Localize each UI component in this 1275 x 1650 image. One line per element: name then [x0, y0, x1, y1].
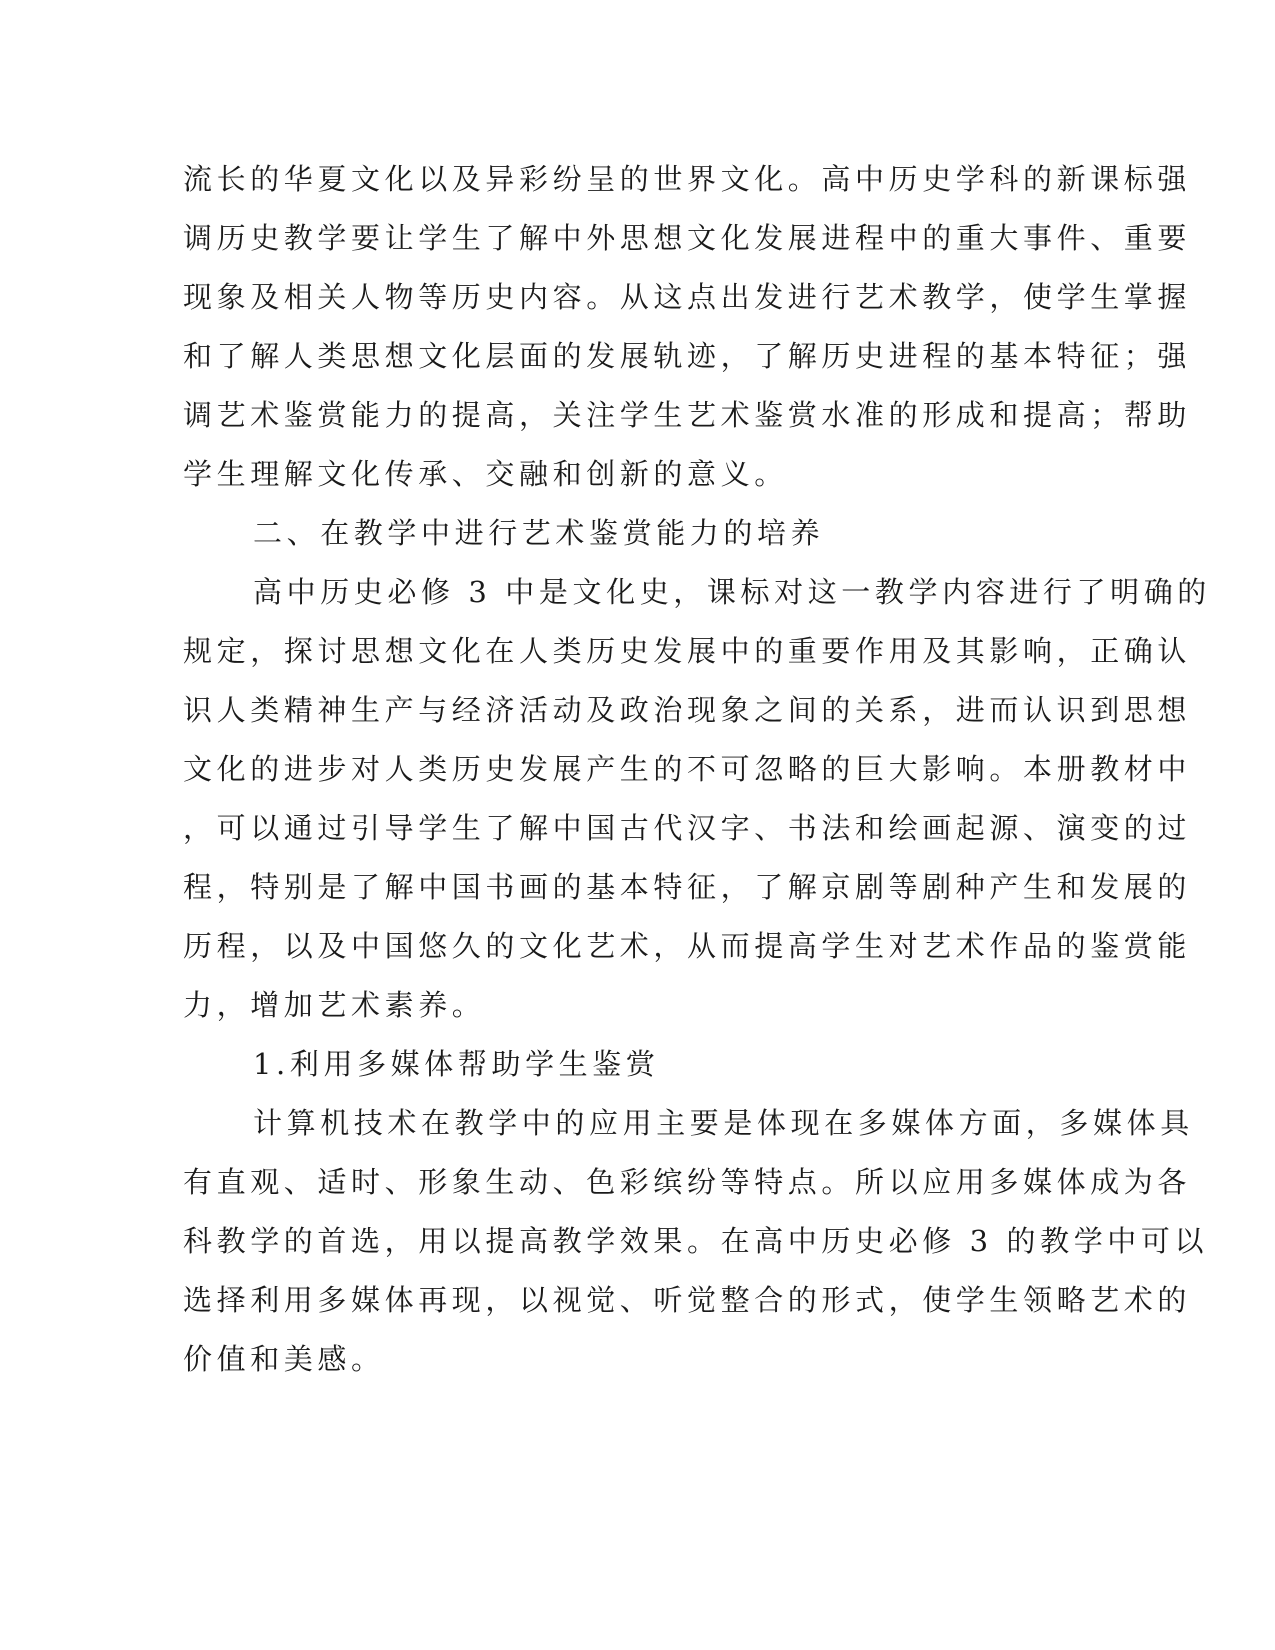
text-line: 调历史教学要让学生了解中外思想文化发展进程中的重大事件、重要	[183, 221, 1192, 255]
text-line: 科教学的首选，用以提高教学效果。在高中历史必修 3 的教学中可以	[183, 1224, 1209, 1258]
text-line: 文化的进步对人类历史发展产生的不可忽略的巨大影响。本册教材中	[183, 752, 1192, 786]
paragraph-start-line: 计算机技术在教学中的应用主要是体现在多媒体方面，多媒体具	[253, 1106, 1194, 1140]
text-line: 现象及相关人物等历史内容。从这点出发进行艺术教学，使学生掌握	[183, 280, 1192, 314]
text-line: 规定，探讨思想文化在人类历史发展中的重要作用及其影响，正确认	[183, 634, 1192, 668]
text-line: 调艺术鉴赏能力的提高，关注学生艺术鉴赏水准的形成和提高；帮助	[183, 398, 1192, 432]
text-line: 力，增加艺术素养。	[183, 988, 486, 1022]
text-line: 价值和美感。	[183, 1342, 385, 1376]
subsection-heading: 1.利用多媒体帮助学生鉴赏	[253, 1047, 660, 1081]
text-line: 学生理解文化传承、交融和创新的意义。	[183, 457, 788, 491]
text-line: ，可以通过引导学生了解中国古代汉字、书法和绘画起源、演变的过	[183, 811, 1192, 845]
text-line: 识人类精神生产与经济活动及政治现象之间的关系，进而认识到思想	[183, 693, 1192, 727]
text-line: 程，特别是了解中国书画的基本特征，了解京剧等剧种产生和发展的	[183, 870, 1192, 904]
text-line: 选择利用多媒体再现，以视觉、听觉整合的形式，使学生领略艺术的	[183, 1283, 1192, 1317]
paragraph-start-line: 高中历史必修 3 中是文化史，课标对这一教学内容进行了明确的	[253, 575, 1211, 609]
body-text	[183, 150, 1211, 1389]
text-line: 有直观、适时、形象生动、色彩缤纷等特点。所以应用多媒体成为各	[183, 1165, 1192, 1199]
text-line: 流长的华夏文化以及异彩纷呈的世界文化。高中历史学科的新课标强	[183, 162, 1192, 196]
section-heading: 二、在教学中进行艺术鉴赏能力的培养	[253, 516, 825, 550]
text-line: 历程，以及中国悠久的文化艺术，从而提高学生对艺术作品的鉴赏能	[183, 929, 1192, 963]
text-line: 和了解人类思想文化层面的发展轨迹，了解历史进程的基本特征；强	[183, 339, 1192, 373]
